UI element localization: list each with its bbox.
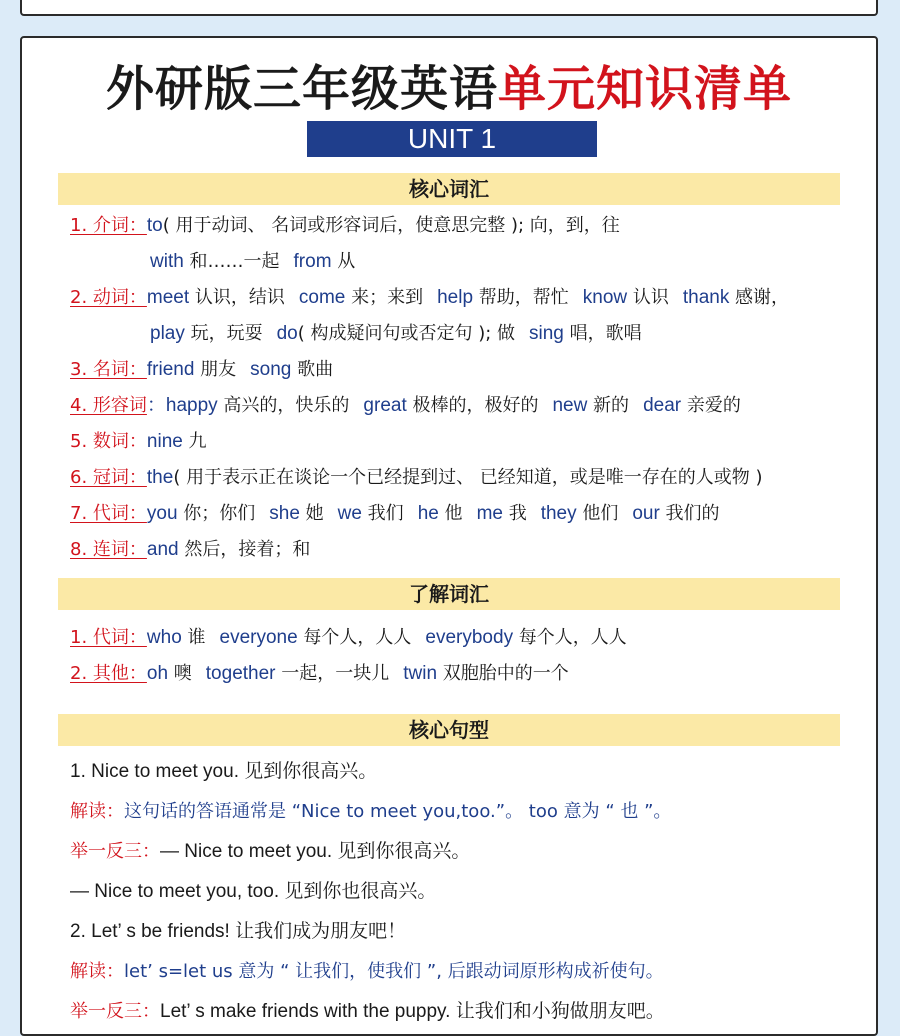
row-know-other bbox=[70, 660, 569, 688]
sentence-1-explain bbox=[70, 798, 671, 826]
example-text-2: Let’ s make friends with the puppy. 让我们和小狗做朋友吧。 bbox=[160, 1001, 665, 1022]
section-core-vocab: 核心词汇 bbox=[58, 173, 840, 205]
entries-know-pron bbox=[147, 627, 627, 648]
entry-chinese: 我 bbox=[502, 503, 527, 524]
entry-english: great bbox=[363, 395, 407, 416]
row-verb-2 bbox=[150, 320, 642, 348]
label-num: 5. 数词： bbox=[70, 431, 147, 452]
entry-chinese: 她 bbox=[299, 503, 324, 524]
entry-chinese: 和……一起 bbox=[183, 251, 280, 272]
entry-chinese: ( 用于动词、 名词或形容词后，使意思完整 ); 向，到，往 bbox=[162, 215, 620, 236]
row-pron bbox=[70, 500, 720, 528]
entry-english: come bbox=[298, 287, 346, 308]
entry-chinese: 他们 bbox=[576, 503, 619, 524]
explain-label-1: 解读： bbox=[70, 801, 124, 822]
row-art bbox=[70, 464, 763, 492]
sentence-1-text: 1. Nice to meet you. 见到你很高兴。 bbox=[70, 761, 378, 782]
entries-know-other bbox=[147, 663, 569, 684]
entry-english: our bbox=[632, 503, 660, 524]
entries-art bbox=[147, 467, 763, 488]
entries-prep-2 bbox=[150, 251, 355, 272]
entry-english: nine bbox=[146, 431, 183, 452]
label-noun: 3. 名词： bbox=[70, 359, 147, 380]
entry-english: do bbox=[276, 323, 298, 344]
entries-verb-2 bbox=[150, 323, 642, 344]
knowledge-card bbox=[20, 36, 878, 1036]
entry-chinese: 亲爱的 bbox=[681, 395, 741, 416]
entry-english: with bbox=[150, 251, 184, 272]
title-black: 外研版三年级英语 bbox=[105, 61, 498, 117]
entry-chinese: 新的 bbox=[587, 395, 630, 416]
entry-chinese: 他 bbox=[438, 503, 463, 524]
label-adj: 4. 形容词 bbox=[70, 395, 147, 416]
entry-chinese: ( 用于表示正在谈论一个已经提到过、 已经知道，或是唯一存在的人或物 ) bbox=[173, 467, 763, 488]
entry-english: twin bbox=[403, 663, 438, 684]
row-noun bbox=[70, 356, 333, 384]
entry-english: meet bbox=[146, 287, 190, 308]
entry-english: dear bbox=[643, 395, 682, 416]
explain-label-2: 解读： bbox=[70, 961, 124, 982]
entry-chinese: 玩，玩耍 bbox=[184, 323, 263, 344]
example-text-1: — Nice to meet you. 见到你很高兴。 bbox=[160, 841, 471, 862]
entries-adj bbox=[147, 395, 741, 416]
entry-chinese: 你；你们 bbox=[177, 503, 256, 524]
page-title bbox=[22, 50, 876, 119]
entry-chinese: 极棒的，极好的 bbox=[406, 395, 539, 416]
example-text-1b: — Nice to meet you, too. 见到你也很高兴。 bbox=[70, 881, 437, 902]
sentence-2-example bbox=[70, 998, 665, 1026]
entry-chinese: 每个人，人人 bbox=[297, 627, 412, 648]
row-conj bbox=[70, 536, 310, 564]
row-know-pron bbox=[70, 624, 627, 652]
entries-noun bbox=[147, 359, 333, 380]
entry-english: the bbox=[146, 467, 174, 488]
entry-chinese: 朋友 bbox=[194, 359, 237, 380]
sentence-1-example bbox=[70, 838, 470, 866]
row-adj bbox=[70, 392, 741, 420]
entry-chinese: 每个人，人人 bbox=[513, 627, 627, 648]
unit-banner: UNIT 1 bbox=[307, 121, 597, 157]
row-verb bbox=[70, 284, 789, 312]
entry-english: she bbox=[269, 503, 300, 524]
entry-english: everyone bbox=[219, 627, 298, 648]
entry-english: help bbox=[437, 287, 474, 308]
row-prep bbox=[70, 212, 620, 240]
entry-english: friend bbox=[146, 359, 195, 380]
entry-english: who bbox=[146, 627, 182, 648]
entry-english: oh bbox=[146, 663, 169, 684]
entry-english: play bbox=[150, 323, 185, 344]
label-know-pron: 1. 代词： bbox=[70, 627, 147, 648]
entry-english: to bbox=[146, 215, 163, 236]
entry-english: new bbox=[552, 395, 588, 416]
row-num bbox=[70, 428, 207, 456]
label-pron: 7. 代词： bbox=[70, 503, 147, 524]
entry-english: know bbox=[582, 287, 628, 308]
entry-chinese: 认识，结识 bbox=[189, 287, 285, 308]
entry-chinese: 唱，歌唱 bbox=[563, 323, 642, 344]
entries-conj bbox=[147, 539, 310, 560]
entry-english: ：happy bbox=[146, 395, 218, 416]
label-know-other: 2. 其他： bbox=[70, 663, 147, 684]
entry-english: from bbox=[293, 251, 332, 272]
entry-chinese: 噢 bbox=[168, 663, 192, 684]
entries-pron bbox=[147, 503, 720, 524]
explain-text-2: let’ s=let us 意为 “ 让我们，使我们 ”, 后跟动词原形构成祈使句。 bbox=[124, 961, 664, 982]
label-verb: 2. 动词： bbox=[70, 287, 147, 308]
label-prep: 1. 介词： bbox=[70, 215, 147, 236]
entry-chinese: 感谢， bbox=[729, 287, 790, 308]
entry-chinese: 九 bbox=[182, 431, 207, 452]
sentence-1 bbox=[70, 758, 377, 786]
entry-english: sing bbox=[529, 323, 564, 344]
entry-chinese: 歌曲 bbox=[291, 359, 334, 380]
example-label-1: 举一反三： bbox=[70, 841, 160, 862]
entry-chinese: 帮助，帮忙 bbox=[473, 287, 569, 308]
entry-chinese: 认识 bbox=[627, 287, 669, 308]
entry-chinese: 一起，一块儿 bbox=[275, 663, 390, 684]
entry-chinese: 来；来到 bbox=[345, 287, 424, 308]
entry-chinese: 高兴的，快乐的 bbox=[217, 395, 350, 416]
section-know-vocab: 了解词汇 bbox=[58, 578, 840, 610]
sentence-2-explain bbox=[70, 958, 664, 986]
row-prep-2 bbox=[150, 248, 355, 276]
sentence-2 bbox=[70, 918, 406, 946]
title-red: 单元知识清单 bbox=[498, 61, 793, 117]
entry-chinese: 我们的 bbox=[659, 503, 720, 524]
sentence-2-text: 2. Let’ s be friends! 让我们成为朋友吧！ bbox=[70, 921, 407, 942]
entry-english: song bbox=[250, 359, 292, 380]
entry-chinese: ( 构成疑问句或否定句 ); 做 bbox=[297, 323, 516, 344]
label-art: 6. 冠词： bbox=[70, 467, 147, 488]
entry-english: thank bbox=[682, 287, 730, 308]
entry-chinese: 从 bbox=[331, 251, 356, 272]
entry-english: together bbox=[205, 663, 276, 684]
entry-english: and bbox=[146, 539, 179, 560]
entry-english: everybody bbox=[425, 627, 514, 648]
entry-chinese: 谁 bbox=[181, 627, 206, 648]
entry-chinese: 双胞胎中的一个 bbox=[437, 663, 569, 684]
entries-prep-1 bbox=[147, 215, 620, 236]
section-core-sentences: 核心句型 bbox=[58, 714, 840, 746]
entry-english: me bbox=[476, 503, 503, 524]
explain-text-1: 这句话的答语通常是 “Nice to meet you,too.”。 too 意为 “ 也 ”。 bbox=[124, 801, 672, 822]
entry-chinese: 我们 bbox=[361, 503, 404, 524]
entry-english: we bbox=[337, 503, 362, 524]
entries-verb-1 bbox=[147, 287, 789, 308]
previous-card-edge bbox=[20, 0, 878, 16]
entries-num bbox=[147, 431, 207, 452]
entry-english: you bbox=[146, 503, 178, 524]
entry-english: he bbox=[417, 503, 439, 524]
entry-english: they bbox=[540, 503, 577, 524]
example-label-2: 举一反三： bbox=[70, 1001, 160, 1022]
sentence-1-example-2 bbox=[70, 878, 436, 906]
entry-chinese: 然后，接着；和 bbox=[178, 539, 311, 560]
label-conj: 8. 连词： bbox=[70, 539, 147, 560]
